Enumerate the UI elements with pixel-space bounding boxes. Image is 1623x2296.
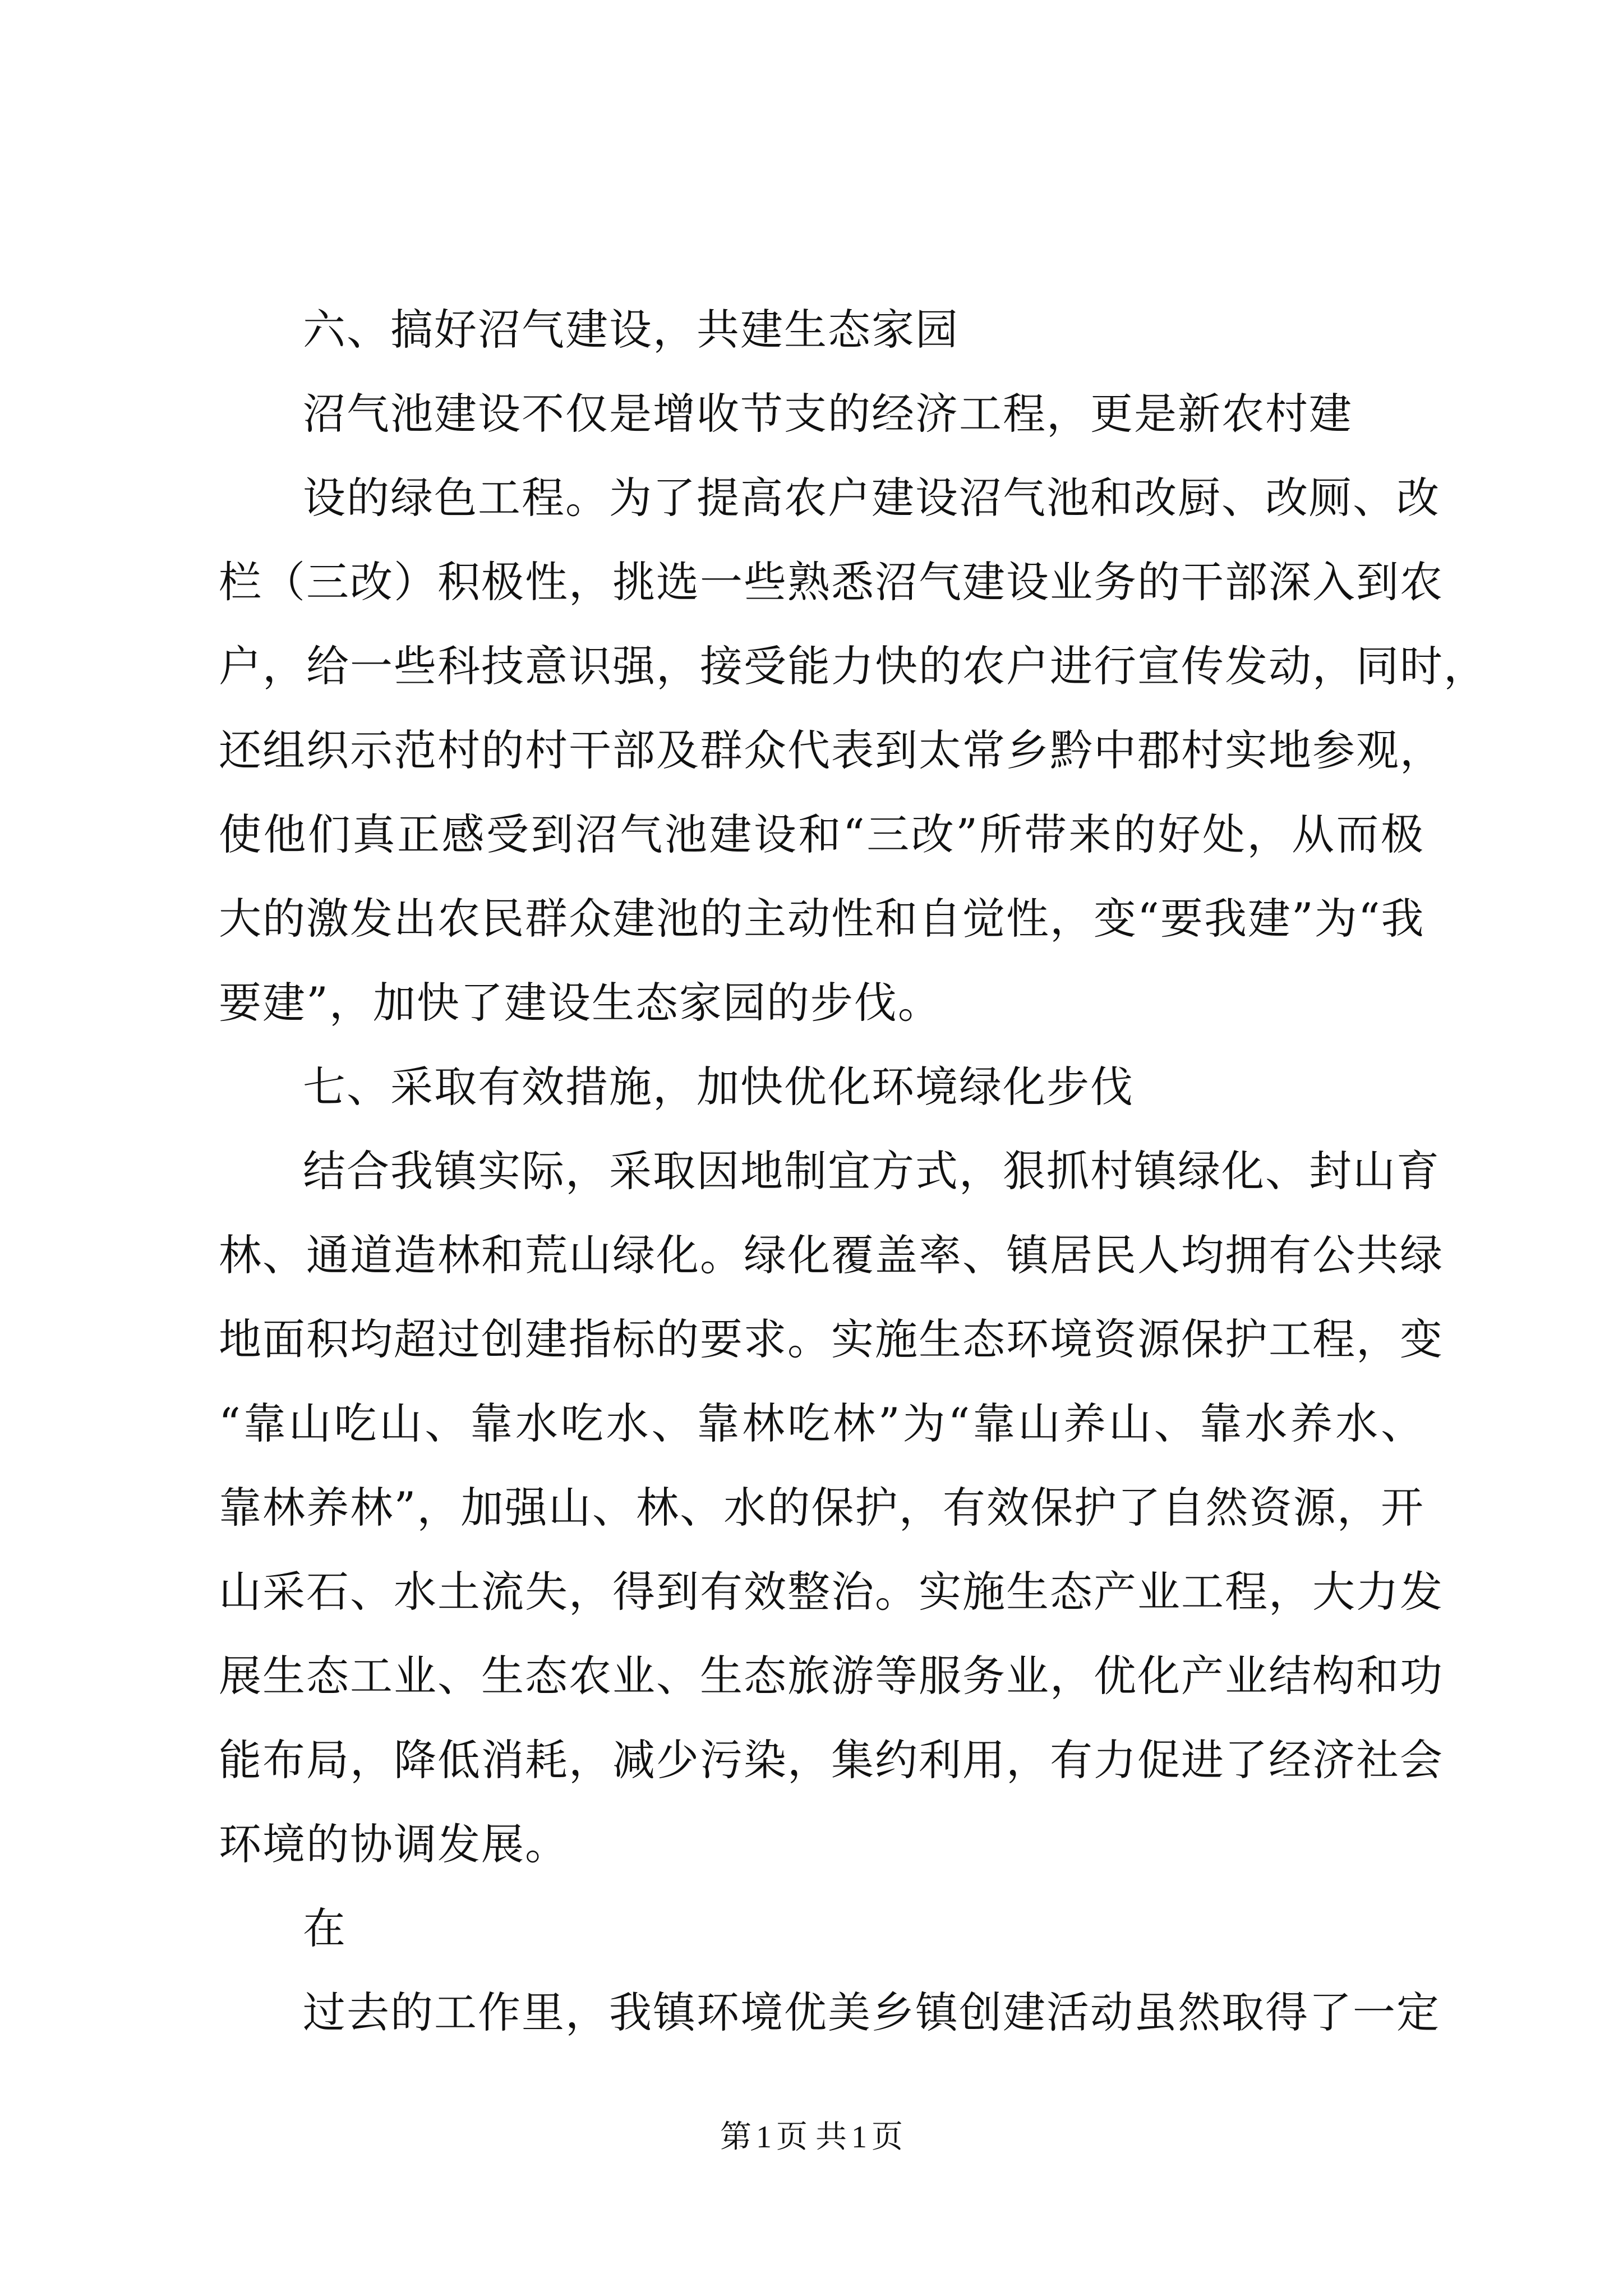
- paragraph-line: 结合我镇实际，采取因地制宜方式，狠抓村镇绿化、封山育: [303, 1146, 1440, 1196]
- footer-mid: 页 共: [776, 2120, 847, 2155]
- footer-page-number: 1: [756, 2120, 772, 2155]
- paragraph-line: 大的激发出农民群众建池的主动性和自觉性，变“要我建”为“我: [219, 894, 1425, 944]
- section-heading-7: 七、采取有效措施，加快优化环境绿化步伐: [303, 1062, 1134, 1112]
- paragraph-line: 靠林养林”，加强山、林、水的保护，有效保护了自然资源，开: [219, 1483, 1424, 1533]
- paragraph-line: 设的绿色工程。为了提高农户建设沼气池和改厨、改厕、改: [303, 473, 1440, 523]
- paragraph-line: 还组织示范村的村干部及群众代表到太常乡黔中郡村实地参观，: [219, 725, 1444, 775]
- page-footer: [0, 2118, 1623, 2157]
- footer-total-pages: 1: [851, 2120, 867, 2155]
- paragraph-line: 环境的协调发展。: [219, 1819, 569, 1869]
- paragraph-line: 栏（三改）积极性，挑选一些熟悉沼气建设业务的干部深入到农: [219, 557, 1444, 607]
- paragraph-line: 要建”，加快了建设生态家园的步伐。: [219, 978, 942, 1028]
- paragraph-line: 户，给一些科技意识强，接受能力快的农户进行宣传发动，同时，: [219, 641, 1487, 691]
- section-heading-6: 六、搞好沼气建设，共建生态家园: [303, 305, 959, 355]
- paragraph-line: 能布局，降低消耗，减少污染，集约利用，有力促进了经济社会: [219, 1735, 1444, 1785]
- paragraph-line: 地面积均超过创建指标的要求。实施生态环境资源保护工程，变: [219, 1314, 1444, 1364]
- paragraph-line: 在: [303, 1903, 347, 1953]
- paragraph-line: 使他们真正感受到沼气池建设和“三改”所带来的好处，从而极: [219, 809, 1424, 859]
- paragraph-line: “靠山吃山、靠水吃水、靠林吃林”为“靠山养山、靠水养水、: [219, 1398, 1424, 1448]
- paragraph-line: 山采石、水土流失，得到有效整治。实施生态产业工程，大力发: [219, 1567, 1444, 1617]
- footer-prefix: 第: [720, 2120, 751, 2155]
- footer-suffix: 页: [872, 2120, 903, 2155]
- paragraph-line: 林、通道造林和荒山绿化。绿化覆盖率、镇居民人均拥有公共绿: [219, 1230, 1444, 1280]
- paragraph-line: 沼气池建设不仅是增收节支的经济工程，更是新农村建: [303, 389, 1353, 439]
- paragraph-line: 过去的工作里，我镇环境优美乡镇创建活动虽然取得了一定: [303, 1987, 1440, 2037]
- paragraph-line: 展生态工业、生态农业、生态旅游等服务业，优化产业结构和功: [219, 1651, 1444, 1701]
